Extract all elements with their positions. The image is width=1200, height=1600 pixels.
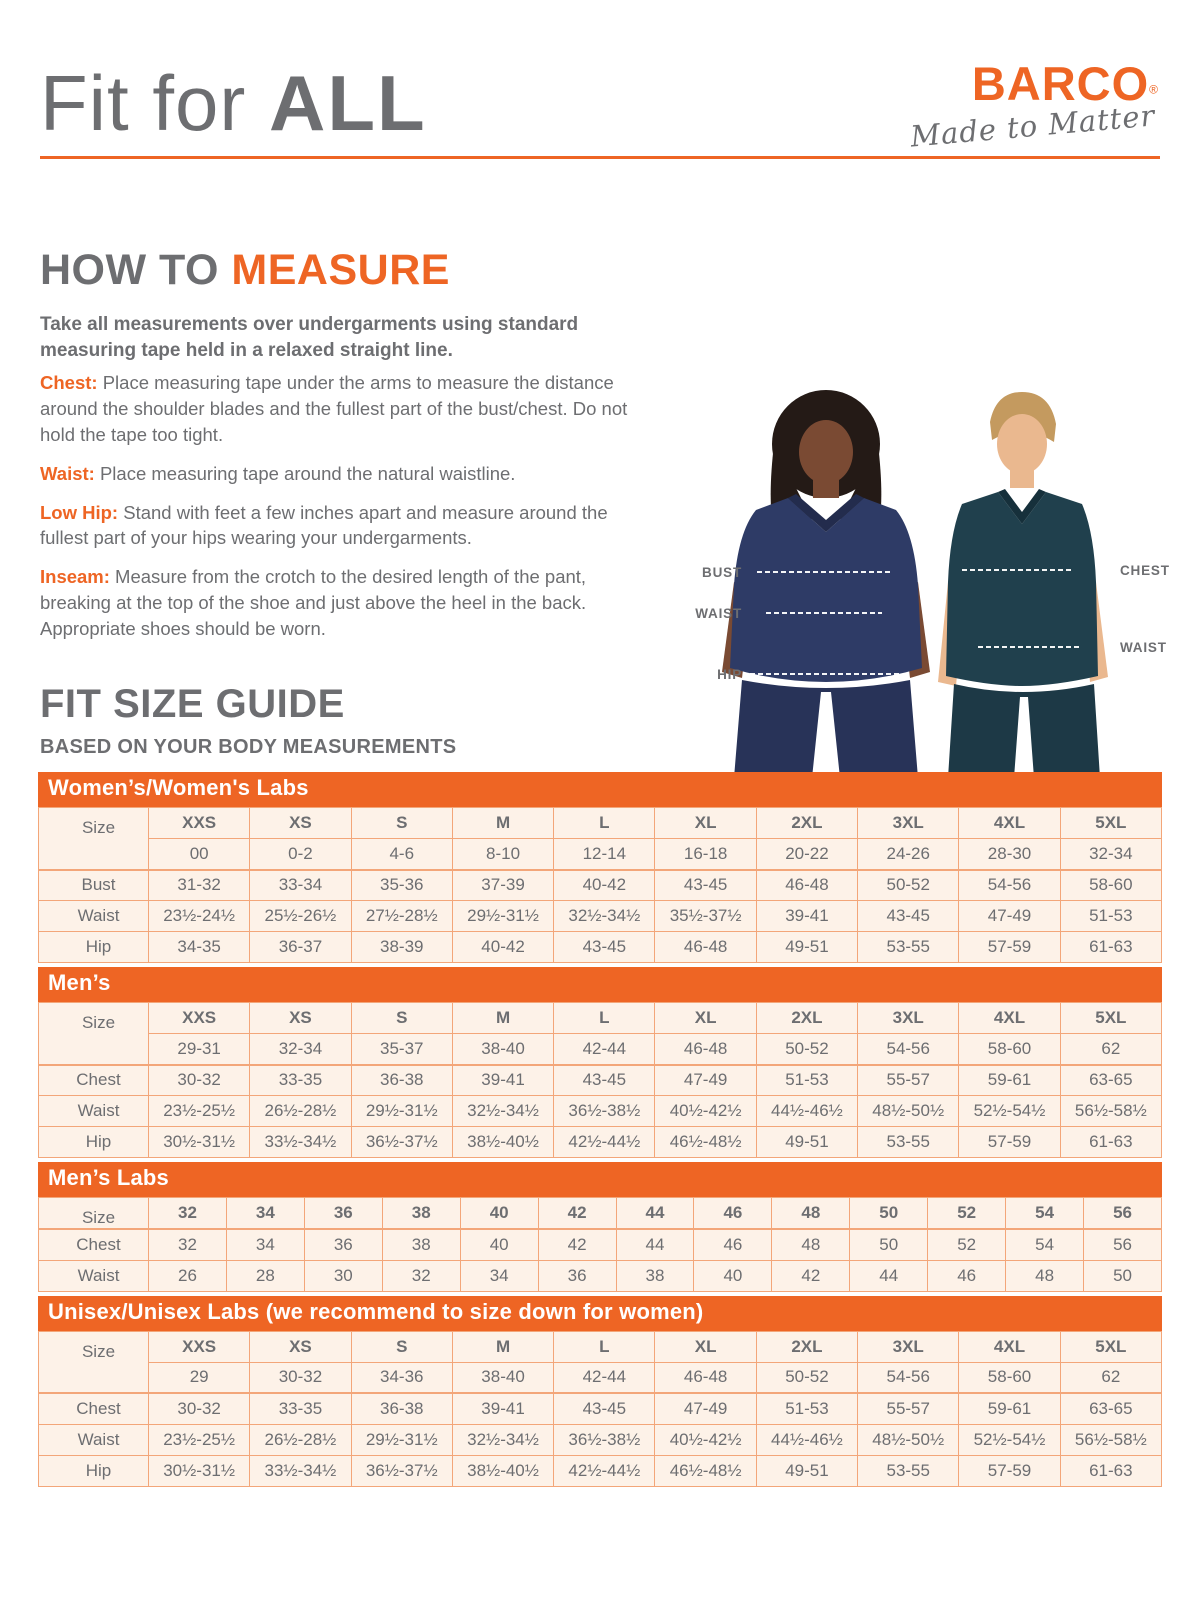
size-number-range: 54-56: [858, 1362, 959, 1393]
size-column-header: XL: [655, 1003, 756, 1034]
size-number-range: 58-60: [959, 1362, 1060, 1393]
size-column-header: 44: [616, 1198, 694, 1230]
size-column-header: 4XL: [959, 1003, 1060, 1034]
measurement-value: 40-42: [554, 870, 655, 901]
measurement-value: 36: [538, 1260, 616, 1291]
measurement-value: 52: [928, 1229, 1006, 1260]
table-row: [39, 901, 1162, 932]
size-column-header: 3XL: [858, 1331, 959, 1362]
woman-waist-label: WAIST: [695, 606, 742, 621]
size-column-header: 40: [460, 1198, 538, 1230]
measurement-value: 27½-28½: [351, 901, 452, 932]
size-number-range: 12-14: [554, 839, 655, 870]
size-column-header: M: [452, 1003, 553, 1034]
measurement-value: 34: [460, 1260, 538, 1291]
size-number-range: 62: [1060, 1362, 1161, 1393]
measurement-row-label: Waist: [39, 901, 149, 932]
measurement-value: 54-56: [959, 870, 1060, 901]
measurement-value: 56½-58½: [1060, 1424, 1161, 1455]
measurement-value: 46-48: [756, 870, 857, 901]
size-column-header: 3XL: [858, 1003, 959, 1034]
size-grid: [38, 807, 1162, 963]
size-column-header: 52: [928, 1198, 1006, 1230]
measurement-value: 29½-31½: [351, 1424, 452, 1455]
size-column-header: XS: [250, 1331, 351, 1362]
size-number-range: 42-44: [554, 1034, 655, 1065]
measurement-value: 42½-44½: [554, 1455, 655, 1486]
measurement-row-label: Waist: [39, 1260, 149, 1291]
measurement-value: 35-36: [351, 870, 452, 901]
instruction-waist-label: Waist:: [40, 462, 95, 484]
measurement-value: 33½-34½: [250, 1455, 351, 1486]
instruction-waist: [40, 461, 640, 487]
table-row: [39, 870, 1162, 901]
woman-model: [722, 390, 930, 778]
measurement-value: 43-45: [554, 932, 655, 963]
measurement-value: 26: [149, 1260, 227, 1291]
measurement-value: 57-59: [959, 1455, 1060, 1486]
measurement-value: 61-63: [1060, 1455, 1161, 1486]
measurement-value: 56: [1084, 1229, 1162, 1260]
size-column-header: 54: [1006, 1198, 1084, 1230]
measurement-value: 29½-31½: [452, 901, 553, 932]
table-banner: Men’s: [38, 967, 1162, 1002]
size-column-header: 4XL: [959, 1331, 1060, 1362]
measurement-value: 36: [304, 1229, 382, 1260]
brand-tagline: Made to Matter: [909, 98, 1158, 154]
measurement-value: 33-34: [250, 870, 351, 901]
chest-label: CHEST: [1120, 563, 1170, 578]
measurement-value: 59-61: [959, 1065, 1060, 1096]
measurement-row-label: Bust: [39, 870, 149, 901]
measurement-value: 49-51: [756, 932, 857, 963]
size-number-range: 20-22: [756, 839, 857, 870]
measurement-value: 23½-25½: [149, 1424, 250, 1455]
measure-intro: Take all measurements over undergarments using standard measuring tape held in a relaxed straight line.: [40, 314, 579, 362]
measurement-value: 51-53: [756, 1393, 857, 1424]
measurement-value: 50: [850, 1229, 928, 1260]
measurement-value: 50: [1084, 1260, 1162, 1291]
fit-size-guide-heading: FIT SIZE GUIDE: [40, 682, 345, 726]
size-column-header: 2XL: [756, 1331, 857, 1362]
measurement-value: 47-49: [655, 1393, 756, 1424]
measurement-value: 51-53: [756, 1065, 857, 1096]
measurement-value: 43-45: [655, 870, 756, 901]
size-column-header: 2XL: [756, 1003, 857, 1034]
size-number-range: 50-52: [756, 1362, 857, 1393]
measurement-value: 44½-46½: [756, 1424, 857, 1455]
measurement-value: 56½-58½: [1060, 1096, 1161, 1127]
page-title-bold: ALL: [269, 59, 427, 147]
size-column-header: XXS: [149, 1003, 250, 1034]
instruction-inseam-text: Measure from the crotch to the desired length of the pant, breaking at the top of the shoe and just above the heel in the back. Appropriate shoes should be worn.: [40, 566, 587, 640]
measurement-value: 34: [226, 1229, 304, 1260]
measurement-value: 63-65: [1060, 1065, 1161, 1096]
measurement-value: 32: [382, 1260, 460, 1291]
size-row-label: Size: [39, 808, 149, 870]
measurement-value: 28: [226, 1260, 304, 1291]
size-number-range: 00: [149, 839, 250, 870]
measurement-value: 38½-40½: [452, 1127, 553, 1158]
size-column-header: 42: [538, 1198, 616, 1230]
measurement-value: 40: [694, 1260, 772, 1291]
measurement-value: 30: [304, 1260, 382, 1291]
size-grid: [38, 1197, 1162, 1292]
measurement-value: 38: [382, 1229, 460, 1260]
size-column-header: S: [351, 808, 452, 839]
measurement-value: 58-60: [1060, 870, 1161, 901]
size-row-label: Size: [39, 1198, 149, 1230]
instruction-waist-text: Place measuring tape around the natural waistline.: [94, 462, 516, 484]
measurement-value: 49-51: [756, 1455, 857, 1486]
models-photo: [650, 380, 1200, 778]
table-banner: Unisex/Unisex Labs (we recommend to size down for women): [38, 1296, 1162, 1331]
measurement-value: 50-52: [858, 870, 959, 901]
table-banner: Men’s Labs: [38, 1162, 1162, 1197]
header-divider: [40, 156, 1160, 159]
instruction-lowhip-text: Stand with feet a few inches apart and measure around the fullest part of your hips wearing your undergarments.: [40, 501, 608, 549]
size-table-section: [38, 772, 1162, 963]
size-column-header: M: [452, 808, 553, 839]
man-waist-label: WAIST: [1120, 640, 1167, 655]
size-column-header: S: [351, 1331, 452, 1362]
size-column-header: 5XL: [1060, 808, 1161, 839]
measurement-value: 29½-31½: [351, 1096, 452, 1127]
measurement-value: 40: [460, 1229, 538, 1260]
measurement-value: 40½-42½: [655, 1424, 756, 1455]
measurement-value: 52½-54½: [959, 1096, 1060, 1127]
measurement-value: 52½-54½: [959, 1424, 1060, 1455]
measurement-value: 40½-42½: [655, 1096, 756, 1127]
measurement-value: 46½-48½: [655, 1455, 756, 1486]
instruction-inseam: [40, 564, 640, 642]
measurement-value: 36½-37½: [351, 1455, 452, 1486]
measurement-value: 36-38: [351, 1065, 452, 1096]
table-row: [39, 1127, 1162, 1158]
measurement-value: 44: [616, 1229, 694, 1260]
measurement-value: 23½-25½: [149, 1096, 250, 1127]
measurement-value: 33-35: [250, 1393, 351, 1424]
instruction-chest: [40, 370, 640, 448]
measurement-value: 30-32: [149, 1065, 250, 1096]
barco-logo: [909, 57, 1158, 154]
measurement-value: 39-41: [452, 1065, 553, 1096]
size-column-header: 46: [694, 1198, 772, 1230]
measurement-value: 47-49: [655, 1065, 756, 1096]
measurement-value: 30½-31½: [149, 1455, 250, 1486]
size-number-range: 35-37: [351, 1034, 452, 1065]
measurement-value: 38-39: [351, 932, 452, 963]
size-column-header: XXS: [149, 1331, 250, 1362]
table-row: [39, 1096, 1162, 1127]
size-number-range: 32-34: [1060, 839, 1161, 870]
measurement-value: 32: [149, 1229, 227, 1260]
measurement-value: 39-41: [452, 1393, 553, 1424]
size-number-range: 0-2: [250, 839, 351, 870]
size-number-range: 46-48: [655, 1362, 756, 1393]
measurement-value: 57-59: [959, 1127, 1060, 1158]
measurement-value: 46-48: [655, 932, 756, 963]
table-row: [39, 932, 1162, 963]
size-number-range: 34-36: [351, 1362, 452, 1393]
measurement-value: 46: [928, 1260, 1006, 1291]
measurement-value: 59-61: [959, 1393, 1060, 1424]
size-number-range: 46-48: [655, 1034, 756, 1065]
size-column-header: 2XL: [756, 808, 857, 839]
size-table-section: [38, 967, 1162, 1158]
size-column-header: XS: [250, 808, 351, 839]
measurement-value: 54: [1006, 1229, 1084, 1260]
measurement-value: 34-35: [149, 932, 250, 963]
size-number-range: 24-26: [858, 839, 959, 870]
measurement-value: 47-49: [959, 901, 1060, 932]
measurement-value: 48½-50½: [858, 1096, 959, 1127]
measurement-value: 33½-34½: [250, 1127, 351, 1158]
measurement-value: 46½-48½: [655, 1127, 756, 1158]
page-title-regular: Fit for: [40, 59, 270, 147]
size-column-header: 36: [304, 1198, 382, 1230]
size-column-header: 5XL: [1060, 1003, 1161, 1034]
measure-instructions: [40, 370, 640, 655]
table-row: [39, 1229, 1162, 1260]
measurement-value: 43-45: [858, 901, 959, 932]
measurement-row-label: Waist: [39, 1424, 149, 1455]
size-column-header: XXS: [149, 808, 250, 839]
measurement-value: 26½-28½: [250, 1424, 351, 1455]
size-table-section: [38, 1162, 1162, 1292]
size-number-range: 58-60: [959, 1034, 1060, 1065]
measurement-value: 33-35: [250, 1065, 351, 1096]
size-column-header: M: [452, 1331, 553, 1362]
measurement-value: 48½-50½: [858, 1424, 959, 1455]
measurement-value: 30-32: [149, 1393, 250, 1424]
size-grid: [38, 1331, 1162, 1487]
size-column-header: L: [554, 808, 655, 839]
measurement-value: 25½-26½: [250, 901, 351, 932]
measurement-value: 38½-40½: [452, 1455, 553, 1486]
size-number-range: 32-34: [250, 1034, 351, 1065]
measurement-value: 63-65: [1060, 1393, 1161, 1424]
measurement-row-label: Hip: [39, 1455, 149, 1486]
measurement-value: 36½-37½: [351, 1127, 452, 1158]
measurement-value: 40-42: [452, 932, 553, 963]
size-column-header: L: [554, 1331, 655, 1362]
measurement-value: 42: [538, 1229, 616, 1260]
measurement-value: 46: [694, 1229, 772, 1260]
measurement-value: 55-57: [858, 1393, 959, 1424]
page-title: [40, 58, 427, 149]
man-model: [938, 392, 1108, 778]
size-column-header: 5XL: [1060, 1331, 1161, 1362]
size-number-range: 42-44: [554, 1362, 655, 1393]
measurement-value: 36-38: [351, 1393, 452, 1424]
size-number-range: 50-52: [756, 1034, 857, 1065]
table-row: [39, 1455, 1162, 1486]
size-number-range: 54-56: [858, 1034, 959, 1065]
size-column-header: 34: [226, 1198, 304, 1230]
size-number-range: 16-18: [655, 839, 756, 870]
hip-label: HIP: [717, 667, 742, 682]
table-row: [39, 1424, 1162, 1455]
measurement-value: 43-45: [554, 1065, 655, 1096]
fit-size-guide-subheading: BASED ON YOUR BODY MEASUREMENTS: [40, 736, 457, 758]
heading-gray-part: HOW TO: [40, 246, 232, 294]
measurement-value: 42: [772, 1260, 850, 1291]
measurement-row-label: Chest: [39, 1393, 149, 1424]
size-number-range: 38-40: [452, 1034, 553, 1065]
size-column-header: XL: [655, 1331, 756, 1362]
measurement-value: 51-53: [1060, 901, 1161, 932]
size-column-header: S: [351, 1003, 452, 1034]
size-number-range: 29: [149, 1362, 250, 1393]
measurement-row-label: Hip: [39, 932, 149, 963]
measurement-value: 36½-38½: [554, 1096, 655, 1127]
size-column-header: 48: [772, 1198, 850, 1230]
instruction-chest-text: Place measuring tape under the arms to measure the distance around the shoulder blades and the fullest part of the bust/chest. Do not hold the tape too tight.: [40, 372, 628, 445]
measurement-row-label: Chest: [39, 1065, 149, 1096]
size-column-header: XL: [655, 808, 756, 839]
size-column-header: 38: [382, 1198, 460, 1230]
measurement-value: 38: [616, 1260, 694, 1291]
measurement-value: 48: [1006, 1260, 1084, 1291]
size-number-range: 30-32: [250, 1362, 351, 1393]
measurement-value: 32½-34½: [554, 901, 655, 932]
measurement-value: 37-39: [452, 870, 553, 901]
measurement-value: 30½-31½: [149, 1127, 250, 1158]
measurement-value: 32½-34½: [452, 1424, 553, 1455]
registered-mark-icon: ®: [1149, 82, 1158, 97]
brand-name: BARCO: [971, 57, 1150, 110]
measurement-row-label: Chest: [39, 1229, 149, 1260]
size-column-header: 32: [149, 1198, 227, 1230]
measurement-value: 39-41: [756, 901, 857, 932]
table-row: [39, 1393, 1162, 1424]
measurement-value: 48: [772, 1229, 850, 1260]
size-column-header: XS: [250, 1003, 351, 1034]
size-number-range: 29-31: [149, 1034, 250, 1065]
size-column-header: 4XL: [959, 808, 1060, 839]
size-row-label: Size: [39, 1003, 149, 1065]
measurement-value: 35½-37½: [655, 901, 756, 932]
measurement-row-label: Hip: [39, 1127, 149, 1158]
measurement-value: 55-57: [858, 1065, 959, 1096]
measurement-value: 53-55: [858, 932, 959, 963]
measurement-value: 44½-46½: [756, 1096, 857, 1127]
size-row-label: Size: [39, 1331, 149, 1393]
instruction-inseam-label: Inseam:: [40, 566, 110, 588]
size-column-header: 56: [1084, 1198, 1162, 1230]
measurement-value: 53-55: [858, 1127, 959, 1158]
size-number-range: 28-30: [959, 839, 1060, 870]
measurement-value: 36½-38½: [554, 1424, 655, 1455]
table-row: [39, 1260, 1162, 1291]
measurement-value: 61-63: [1060, 1127, 1161, 1158]
measurement-value: 49-51: [756, 1127, 857, 1158]
measurement-value: 26½-28½: [250, 1096, 351, 1127]
instruction-chest-label: Chest:: [40, 372, 98, 393]
table-row: [39, 1065, 1162, 1096]
measurement-value: 57-59: [959, 932, 1060, 963]
measurement-value: 44: [850, 1260, 928, 1291]
size-number-range: 4-6: [351, 839, 452, 870]
measurement-value: 53-55: [858, 1455, 959, 1486]
measurement-value: 32½-34½: [452, 1096, 553, 1127]
measurement-value: 23½-24½: [149, 901, 250, 932]
how-to-measure-heading: [40, 246, 450, 295]
measurement-value: 31-32: [149, 870, 250, 901]
size-number-range: 62: [1060, 1034, 1161, 1065]
table-banner: Women’s/Women's Labs: [38, 772, 1162, 807]
size-column-header: 3XL: [858, 808, 959, 839]
instruction-lowhip-label: Low Hip:: [40, 501, 119, 523]
size-number-range: 38-40: [452, 1362, 553, 1393]
size-number-range: 8-10: [452, 839, 553, 870]
measurement-row-label: Waist: [39, 1096, 149, 1127]
measurement-value: 61-63: [1060, 932, 1161, 963]
size-tables: [38, 772, 1162, 1491]
instruction-lowhip: [40, 500, 640, 552]
bust-label: BUST: [702, 565, 742, 580]
heading-orange-part: MEASURE: [231, 246, 450, 294]
measurement-value: 42½-44½: [554, 1127, 655, 1158]
size-column-header: 50: [850, 1198, 928, 1230]
measurement-value: 36-37: [250, 932, 351, 963]
size-table-section: [38, 1296, 1162, 1487]
measurement-value: 43-45: [554, 1393, 655, 1424]
size-column-header: L: [554, 1003, 655, 1034]
size-grid: [38, 1002, 1162, 1158]
